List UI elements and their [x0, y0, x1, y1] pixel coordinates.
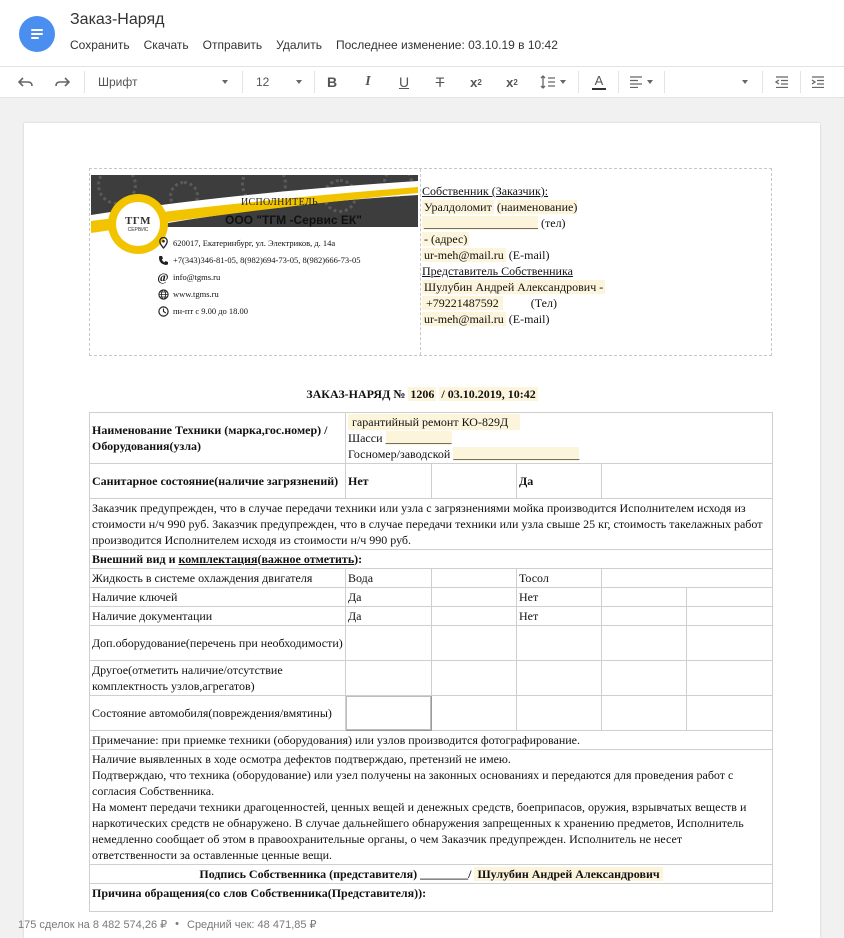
regnum-value[interactable]: _____________________	[453, 447, 580, 461]
card-address-row: 620017, Екатеринбург, ул. Электриков, д. 14а	[157, 237, 335, 249]
row-cell[interactable]	[602, 607, 687, 626]
font-size-value: 12	[256, 75, 270, 89]
row-cell[interactable]	[517, 661, 602, 696]
table-row	[90, 626, 773, 661]
row-cell[interactable]	[602, 661, 687, 696]
table-row	[90, 588, 773, 607]
rep-email-label: (E-mail)	[508, 312, 550, 326]
signature-label: Подпись Собственника (представителя) ________/	[199, 867, 472, 881]
table-row	[90, 550, 773, 569]
rep-email[interactable]: ur-meh@mail.ru	[424, 312, 504, 326]
file-menu	[70, 38, 558, 52]
phone-icon	[157, 254, 169, 266]
send-button[interactable]: Отправить	[202, 38, 263, 52]
globe-icon	[157, 288, 169, 300]
chevron-down-icon	[560, 80, 566, 84]
rep-heading: Представитель Собственника	[422, 264, 573, 278]
reason-label[interactable]: Причина обращения(со слов Собственника(Представителя)):	[90, 884, 773, 912]
table-row	[90, 413, 773, 464]
font-size-select[interactable]	[248, 67, 310, 97]
card-phone-row: +7(343)346-81-05, 8(982)694-73-05, 8(982)666-73-05	[157, 254, 361, 266]
table-row	[90, 696, 773, 731]
at-sign-icon: @	[157, 269, 169, 284]
row-cell[interactable]: Вода	[346, 569, 432, 588]
toolbar-divider	[242, 71, 243, 93]
underline-icon[interactable]: U	[398, 74, 410, 90]
warning-text: Заказчик предупрежден, что в случае передачи техники или узла с загрязнениями мойка производится Исполнителем исходя из стоимости н/ч 990 руб. Заказчик предупрежден, что в случае передачи техники или узла свыше 25 кг, стоимость такелажных работ производится Исполнителем исходя из стоимости н/ч 990 руб.	[90, 499, 773, 550]
toolbar-divider	[762, 71, 763, 93]
work-order-table	[89, 412, 773, 912]
row-label: Жидкость в системе охлаждения двигателя	[90, 569, 346, 588]
equipment-label: Наименование Техники (марка,гос.номер) /Оборудования(узла)	[90, 413, 346, 464]
redo-icon[interactable]	[48, 67, 76, 97]
clock-icon	[157, 305, 169, 317]
line-height-icon[interactable]	[536, 67, 570, 97]
status-bar	[0, 910, 844, 938]
owner-email[interactable]: ur-meh@mail.ru	[424, 248, 504, 262]
average-check: Средний чек: 48 471,85 ₽	[187, 918, 317, 931]
undo-icon[interactable]	[12, 67, 40, 97]
work-order-date[interactable]: / 03.10.2019, 10:42	[441, 387, 536, 401]
chevron-down-icon	[647, 80, 653, 84]
sanitary-yes[interactable]: Да	[517, 464, 602, 499]
chevron-down-icon	[222, 80, 228, 84]
rep-phone-label: (Тел)	[530, 296, 557, 310]
table-row	[90, 464, 773, 499]
appearance-heading: Внешний вид и комплектация(важное отметить):	[90, 550, 773, 569]
chevron-down-icon	[296, 80, 302, 84]
card-hours-row: пн-пт с 9.00 до 18.00	[157, 305, 248, 317]
row-cell[interactable]	[687, 626, 773, 661]
row-cell[interactable]	[687, 588, 773, 607]
toolbar-divider	[314, 71, 315, 93]
equipment-cell	[346, 413, 773, 464]
document-app-icon[interactable]	[19, 16, 55, 52]
row-cell[interactable]	[602, 696, 687, 731]
table-row	[90, 661, 773, 696]
row-cell[interactable]	[687, 607, 773, 626]
toolbar-divider	[578, 71, 579, 93]
chassis-label: Шасси	[348, 431, 383, 445]
deals-summary: 175 сделок на 8 482 574,26 ₽	[18, 918, 168, 931]
row-cell[interactable]	[432, 588, 517, 607]
card-site-row: www.tgms.ru	[157, 288, 219, 300]
row-cell[interactable]	[602, 588, 687, 607]
text-color-icon[interactable]: A	[586, 67, 612, 97]
toolbar-divider	[84, 71, 85, 93]
superscript-icon[interactable]: x 2	[506, 74, 518, 90]
row-cell[interactable]	[432, 696, 517, 731]
align-icon[interactable]	[624, 67, 658, 97]
outdent-icon[interactable]	[768, 67, 796, 97]
owner-heading: Собственник (Заказчик):	[422, 184, 549, 198]
italic-icon[interactable]: I	[365, 74, 371, 89]
card-email-row: @ info@tgms.ru	[157, 269, 221, 284]
chassis-value[interactable]: ___________	[385, 431, 452, 445]
row-cell[interactable]	[346, 661, 432, 696]
row-cell[interactable]: Да	[346, 588, 432, 607]
legal-paragraph: Наличие выявленных в ходе осмотра дефектов подтверждаю, претензий не имею.	[92, 752, 511, 766]
owner-email-label: (E-mail)	[508, 248, 550, 262]
contractor-company: ООО "ТГМ -Сервис ЕК"	[225, 213, 362, 227]
table-row	[90, 865, 773, 884]
subscript-icon[interactable]: x 2	[470, 74, 482, 90]
sanitary-yes-mark[interactable]	[602, 464, 773, 499]
formatting-toolbar	[0, 66, 844, 98]
row-cell[interactable]: Тосол	[517, 569, 602, 588]
regnum-label: Госномер/заводской	[348, 447, 451, 461]
row-cell[interactable]: Нет	[517, 607, 602, 626]
table-row	[90, 731, 773, 750]
owner-address[interactable]: - (адрес)	[424, 232, 468, 246]
save-button[interactable]: Сохранить	[70, 38, 130, 52]
table-row	[90, 499, 773, 550]
row-cell[interactable]	[517, 696, 602, 731]
chevron-down-icon	[742, 80, 748, 84]
app-header	[0, 0, 844, 66]
row-label: Наличие ключей	[90, 588, 346, 607]
rep-name[interactable]: Шулубин Андрей Александрович -	[424, 280, 604, 294]
owner-phone-blank[interactable]: ___________________	[424, 216, 538, 230]
owner-info	[422, 183, 772, 327]
row-cell[interactable]	[602, 569, 773, 588]
sanitary-label: Санитарное состояние(наличие загрязнений)	[90, 464, 346, 499]
row-cell[interactable]	[432, 607, 517, 626]
legal-text	[90, 750, 773, 865]
row-cell-selected[interactable]	[346, 696, 432, 731]
toolbar-divider	[618, 71, 619, 93]
row-cell[interactable]	[432, 661, 517, 696]
document-header-block	[89, 168, 772, 356]
contractor-label: ИСПОЛНИТЕЛЬ	[241, 197, 318, 208]
legal-paragraph: На момент передачи техники драгоценностей, ценных вещей и денежных средств, боеприпасов, оружия, взрывчатых веществ и наркотических средств не обнаружено. В случае дальнейшего обнаружения запрещенных к хранению предметов, Исполнитель немедленно сообщает об этом в правоохранительные органы, о чем Заказчик предупрежден. Исполнитель не несет ответственности за оставленные ценные вещи.	[92, 800, 747, 862]
last-modified-text: Последнее изменение: 03.10.19 в 10:42	[335, 38, 558, 52]
strikethrough-icon[interactable]: T	[435, 74, 445, 90]
signature-name[interactable]: Шулубин Андрей Александрович	[474, 867, 662, 881]
owner-org-value[interactable]: Уралдоломит	[424, 200, 492, 214]
toolbar-divider	[664, 71, 665, 93]
style-dropdown[interactable]	[672, 67, 756, 97]
sanitary-no[interactable]: Нет	[346, 464, 432, 499]
row-cell[interactable]: Нет	[517, 588, 602, 607]
header-divider	[420, 169, 421, 355]
table-row	[90, 750, 773, 865]
row-cell[interactable]	[602, 626, 687, 661]
row-cell[interactable]	[687, 661, 773, 696]
row-label: Состояние автомобиля(повреждения/вмятины)	[90, 696, 346, 731]
table-row	[90, 607, 773, 626]
row-label: Наличие документации	[90, 607, 346, 626]
download-button[interactable]: Скачать	[143, 38, 189, 52]
row-label: Другое(отметить наличие/отсутствие комплектность узлов,агрегатов)	[90, 661, 346, 696]
toolbar-divider	[800, 71, 801, 93]
legal-paragraph: Подтверждаю, что техника (оборудование) или узел получены на законных основаниях и передаются для проведения работ с согласия Собственника.	[92, 768, 734, 798]
owner-org-label: (наименование)	[496, 200, 578, 214]
document-page[interactable]	[24, 123, 820, 938]
contractor-business-card	[91, 175, 418, 350]
separator-dot: •	[175, 918, 179, 930]
row-label: Доп.оборудование(перечень при необходимости)	[90, 626, 346, 661]
row-cell[interactable]	[517, 626, 602, 661]
table-row	[90, 884, 773, 912]
font-family-select[interactable]	[90, 67, 236, 97]
bold-icon[interactable]: B	[326, 74, 338, 90]
indent-icon[interactable]	[804, 67, 832, 97]
owner-phone-label: (тел)	[541, 216, 566, 230]
delete-button[interactable]: Удалить	[276, 38, 322, 52]
equipment-value[interactable]: гарантийный ремонт КО-829Д	[348, 414, 520, 430]
company-logo: ТГМ СЕРВИС	[108, 194, 168, 254]
signature-line	[90, 865, 773, 884]
row-cell[interactable]	[432, 626, 517, 661]
font-family-value: Шрифт	[98, 75, 138, 89]
row-cell[interactable]: Да	[346, 607, 432, 626]
rep-phone[interactable]: +79221487592	[422, 296, 503, 310]
location-pin-icon	[157, 237, 169, 249]
table-row	[90, 569, 773, 588]
row-cell[interactable]	[687, 696, 773, 731]
work-order-title: ЗАКАЗ-НАРЯД № 1206 / 03.10.2019, 10:42	[306, 387, 536, 401]
work-order-number[interactable]: 1206	[410, 387, 435, 401]
note-text: Примечание: при приемке техники (оборудования) или узлов производится фотографирование.	[90, 731, 773, 750]
row-cell[interactable]	[346, 626, 432, 661]
document-title[interactable]: Заказ-Наряд	[70, 11, 165, 28]
row-cell[interactable]	[432, 569, 517, 588]
sanitary-no-mark[interactable]	[432, 464, 517, 499]
